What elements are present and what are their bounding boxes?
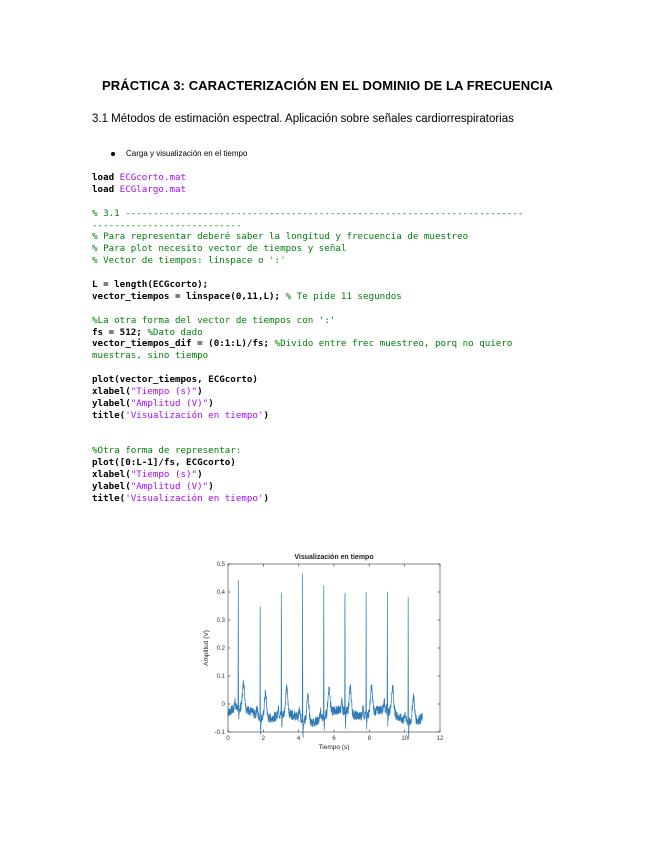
code-line bbox=[92, 374, 523, 386]
code-token: plot(vector_tiempos, ECGcorto) bbox=[92, 374, 258, 386]
code-listing bbox=[92, 172, 523, 505]
code-line bbox=[92, 243, 523, 255]
bullet-text: Carga y visualización en el tiempo bbox=[126, 149, 248, 158]
code-token: %Divido entre frec muestreo, porq no quiero bbox=[274, 338, 513, 350]
code-token: ) bbox=[263, 409, 270, 421]
code-token: --------------------------- bbox=[92, 219, 242, 231]
bullet-dot-icon bbox=[111, 152, 115, 156]
code-token: muestras, sino tiempo bbox=[92, 350, 209, 362]
code-token: xlabel( bbox=[92, 469, 131, 481]
code-token: fs = 512; bbox=[92, 326, 148, 338]
code-line bbox=[92, 279, 523, 291]
code-line bbox=[92, 315, 523, 327]
code-line bbox=[92, 457, 523, 469]
x-tick-label: 6 bbox=[332, 736, 336, 742]
code-token: 'Visualización en tiempo' bbox=[125, 493, 264, 505]
bullet-item bbox=[111, 149, 247, 158]
code-token: ) bbox=[197, 386, 203, 398]
code-token: "Tiempo (s)" bbox=[130, 469, 198, 481]
code-token: %Otra forma de representar: bbox=[92, 445, 242, 457]
y-axis-label: Amplitud (V) bbox=[203, 630, 210, 666]
code-token: %La otra forma del vector de tiempos con ':' bbox=[92, 314, 336, 326]
code-line bbox=[92, 255, 523, 267]
code-line bbox=[92, 481, 523, 493]
code-line bbox=[92, 350, 523, 362]
chart-figure bbox=[198, 548, 453, 760]
code-line bbox=[92, 196, 523, 208]
code-token: ECGcorto.mat bbox=[119, 172, 187, 183]
code-token: "Tiempo (s)" bbox=[130, 386, 198, 398]
y-tick-label: 0.4 bbox=[216, 590, 225, 596]
code-token: ) bbox=[197, 469, 203, 481]
code-token: vector_tiempos = linspace(0,11,L); bbox=[92, 290, 286, 302]
code-token: ) bbox=[208, 397, 214, 409]
code-token: ECGlargo.mat bbox=[119, 183, 187, 195]
code-token: title( bbox=[92, 493, 126, 505]
x-tick-label: 10 bbox=[401, 736, 409, 742]
code-line bbox=[92, 422, 523, 434]
x-tick-label: 4 bbox=[296, 736, 301, 742]
code-line bbox=[92, 220, 523, 232]
code-token: ylabel( bbox=[92, 481, 131, 493]
code-token: 'Visualización en tiempo' bbox=[125, 409, 264, 421]
code-token: vector_tiempos_dif = (0:1:L)/fs; bbox=[92, 338, 275, 350]
x-tick-label: 2 bbox=[261, 736, 266, 742]
x-tick-label: 8 bbox=[367, 736, 372, 742]
code-token: load bbox=[92, 172, 120, 183]
code-token: ) bbox=[208, 481, 214, 493]
y-tick-label: 0.2 bbox=[216, 646, 225, 652]
code-line bbox=[92, 493, 523, 505]
code-line bbox=[92, 410, 523, 422]
code-line bbox=[92, 231, 523, 243]
code-token: %Dato dado bbox=[147, 326, 203, 338]
code-token: ylabel( bbox=[92, 397, 131, 409]
code-token: % Para representar deberé saber la longitud y frecuencia de muestreo bbox=[92, 231, 469, 243]
chart-title: Visualización en tiempo bbox=[294, 554, 374, 561]
code-line bbox=[92, 184, 523, 196]
code-line bbox=[92, 386, 523, 398]
code-token: % Para plot necesito vector de tiempos y señal bbox=[92, 243, 347, 255]
code-token: % Te pide 11 segundos bbox=[285, 290, 402, 302]
y-tick-label: 0.3 bbox=[216, 618, 225, 624]
chart-svg bbox=[198, 548, 453, 760]
y-tick-label: -0.1 bbox=[214, 730, 225, 736]
code-line bbox=[92, 434, 523, 446]
code-token: load bbox=[92, 183, 120, 195]
code-token: "Amplitud (V)" bbox=[130, 481, 209, 493]
code-token: xlabel( bbox=[92, 386, 131, 398]
code-token: plot([0:L-1]/fs, ECGcorto) bbox=[92, 457, 236, 469]
code-line bbox=[92, 303, 523, 315]
ecg-series-line bbox=[228, 573, 422, 739]
code-token: "Amplitud (V)" bbox=[130, 397, 209, 409]
code-token: ) bbox=[263, 493, 270, 505]
code-token: % Vector de tiempos: linspace o ':' bbox=[92, 255, 286, 267]
code-line bbox=[92, 338, 523, 350]
y-tick-label: 0 bbox=[221, 702, 225, 708]
code-line bbox=[92, 327, 523, 339]
document-title: PRÁCTICA 3: CARACTERIZACIÓN EN EL DOMINIO DE LA FRECUENCIA bbox=[102, 78, 553, 93]
x-axis-label: Tiempo (s) bbox=[318, 744, 350, 751]
y-tick-label: 0.1 bbox=[216, 674, 225, 680]
code-token: title( bbox=[92, 409, 126, 421]
y-tick-label: 0.5 bbox=[216, 562, 225, 568]
code-line bbox=[92, 208, 523, 220]
section-heading: 3.1 Métodos de estimación espectral. Aplicación sobre señales cardiorrespiratorias bbox=[92, 113, 514, 125]
code-line bbox=[92, 469, 523, 481]
x-tick-label: 0 bbox=[226, 736, 230, 742]
code-line bbox=[92, 398, 523, 410]
code-line bbox=[92, 172, 523, 184]
code-line bbox=[92, 445, 523, 457]
code-line bbox=[92, 267, 523, 279]
code-token: % 3.1 ------------------------------------------------------------------------ bbox=[92, 207, 524, 219]
x-tick-label: 12 bbox=[436, 736, 444, 742]
code-line bbox=[92, 291, 523, 303]
code-line bbox=[92, 362, 523, 374]
code-token: L = length(ECGcorto); bbox=[92, 279, 209, 291]
